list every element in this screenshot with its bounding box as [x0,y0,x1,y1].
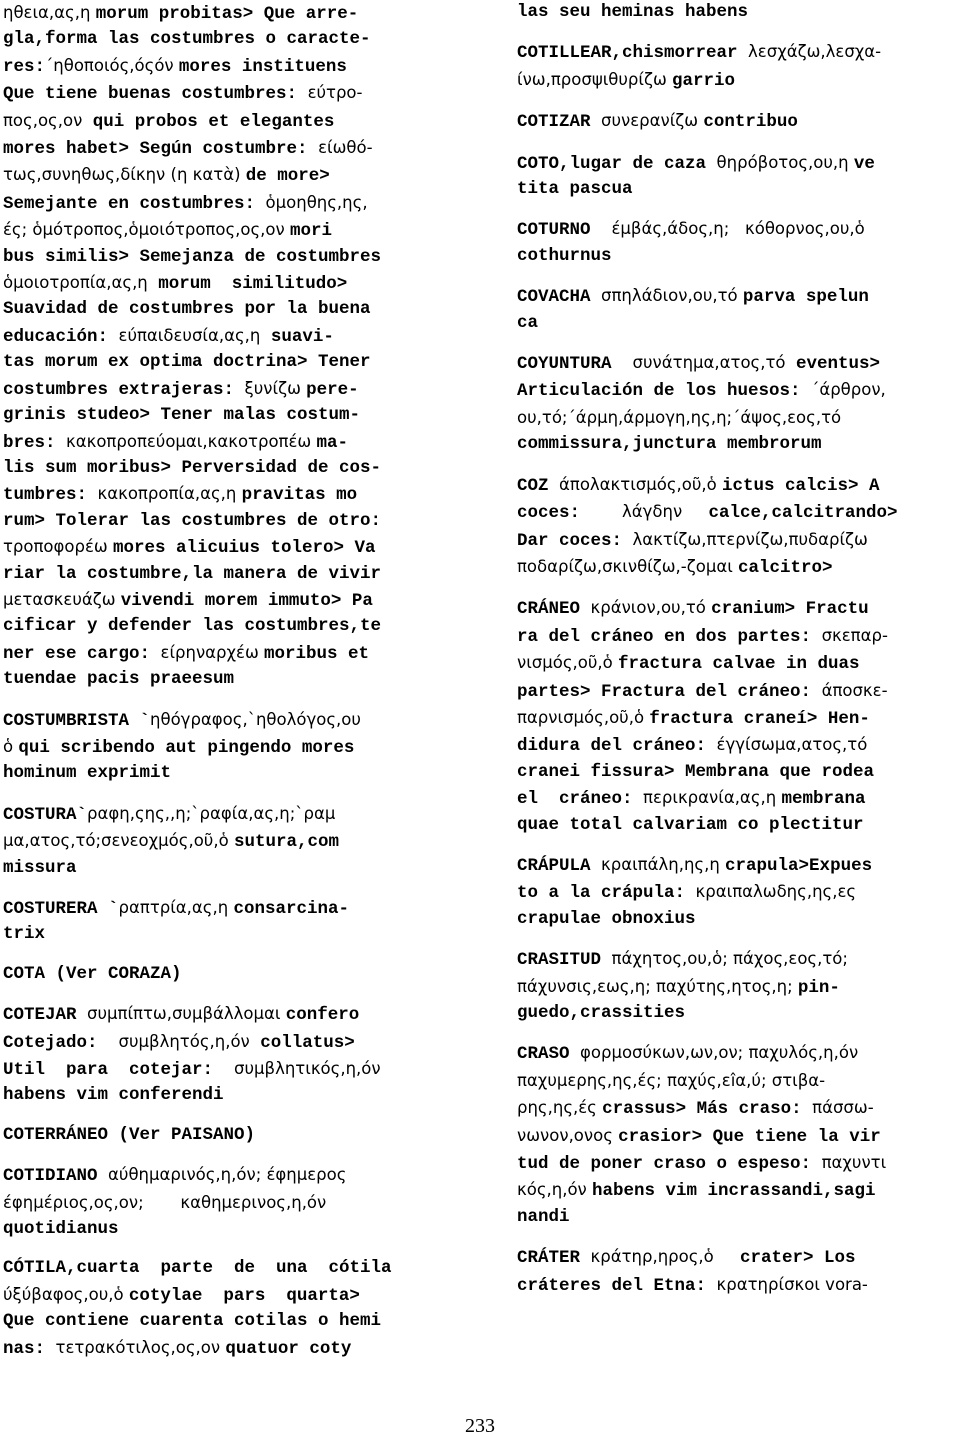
greek-text: έμβάς,άδος,η; κόθορνος,ου,ὁ [611,219,865,239]
entry-line [3,1217,448,1242]
entry-text: COSTURERA ` [3,899,119,919]
greek-text: άποσκε- [821,680,888,700]
entry-line [517,150,959,177]
dictionary-entry [517,472,959,582]
entry-line [517,1272,959,1299]
entry-line [517,311,959,336]
greek-text: φορμοσύκων,ων,ον; παχυλός,η,όν [580,1043,859,1063]
entry-text: crapula>Expues [725,855,873,876]
entry-text: missura [3,857,77,878]
entry-text: educación: [3,326,119,347]
entry-line [517,472,959,499]
entry-line [3,1083,448,1108]
entry-text: qui probos et elegantes [92,111,335,132]
greek-text: παχυμερης,ης,ές; παχύς,εîα,ύ; στιβα- [517,1070,826,1090]
entry-line [517,39,959,66]
entry-line [3,245,448,270]
entry-text: hominum exprimit [3,763,172,784]
dictionary-entry [3,1001,448,1109]
entry-text: mores habet> Según costumbre: [3,139,319,160]
greek-text: σπηλάδιον,ου,τό [601,286,743,306]
entry-text: cranei fissura> Membrana que rodea [517,761,875,782]
entry-text: pravitas mo [241,485,358,506]
entry-text: grinis studeo> Tener malas costum- [3,405,361,426]
entry-line [3,667,448,692]
entry-line [517,244,959,269]
entry-line [3,640,448,667]
entry-text: habens vim conferendi [3,1085,224,1106]
entry-text: pin- [797,977,840,998]
entry-line [3,190,448,217]
entry-line [517,177,959,202]
entry-text: sutura,com [233,832,339,853]
entry-line [3,481,448,508]
entry-line [517,907,959,932]
entry-text: quatuor coty [225,1338,352,1359]
dictionary-entry [517,39,959,94]
entry-line [3,1256,448,1281]
entry-text: COTURNO [517,220,612,241]
page-number: 233 [465,1415,495,1437]
greek-text: τως,συνηθως,δίκην (η κατὰ) [3,165,246,185]
entry-text: cothurnus [517,245,612,266]
greek-text: κράνιον,ου,τό [590,598,712,618]
greek-text: κός,η,όν [517,1180,593,1200]
entry-line [517,283,959,310]
entry-line [3,1056,448,1083]
entry-text: ma- [316,432,348,453]
entry-text: bres: [3,432,67,453]
entry-text: COTA (Ver CORAZA) [3,963,182,984]
entry-text: calce,calcitrando> [708,503,898,524]
entry-text: fractura craneí> Hen- [649,708,870,729]
entry-text: nas: [3,1338,56,1359]
dictionary-entry [517,595,959,838]
dictionary-entry [3,1162,448,1242]
entry-text: las seu heminas habens [517,2,749,22]
entry-text: COYUNTURA [517,354,633,375]
entry-text: fractura calvae in duas [618,654,860,675]
entry-text: tumbres: [3,485,98,506]
entry-line [517,1095,959,1122]
entry-text: suavi- [270,326,334,347]
entry-line [517,216,959,243]
entry-text: morum similitudo> [158,274,348,295]
greek-text: ὁμοηθης,ης, [265,192,368,212]
entry-line [3,922,448,947]
entry-line [3,828,448,855]
greek-text: άπολακτισμός,οῦ,ὁ [559,474,723,494]
entry-line [517,879,959,906]
entry-text: gla,forma las costumbres o caracte- [3,29,371,50]
entry-text: lis sum moribus> Perversidad de cos- [3,457,382,478]
greek-text: τετρακότιλος,ος,ον [55,1337,226,1357]
greek-text: ποδαρίζω,σκινθίζω,-ζομαι [517,556,739,576]
dictionary-entry [517,1040,959,1230]
entry-text: costumbres extrajeras: [3,379,245,400]
greek-text: ´άρθρον, [811,380,886,400]
dictionary-entry [3,1256,448,1362]
entry-line [3,534,448,561]
greek-text: εύτρο- [307,83,363,103]
entry-line [517,623,959,650]
entry-line [3,1162,448,1189]
entry-line [3,135,448,162]
entry-text: rum> Tolerar las costumbres de otro: [3,510,382,531]
entry-text: riar la costumbre,la manera de vivir [3,563,382,584]
entry-line [3,27,448,52]
entry-text: Articulación de los huesos: [517,381,812,402]
dictionary-entry [517,946,959,1026]
entry-line [517,1177,959,1204]
entry-text: res: [3,56,46,77]
entry-text: CÓTILA,cuarta parte de una cótila [3,1258,392,1279]
entry-text: crassus> Más craso: [602,1099,813,1120]
entry-line [3,162,448,189]
greek-text: ίνω,προσψιθυρίζω [517,69,673,89]
entry-line [3,614,448,639]
entry-text: vivendi morem immuto> Pa [120,590,373,611]
entry-text: COTERRÁNEO (Ver PAISANO) [3,1124,256,1145]
entry-line [517,760,959,785]
greek-text: ´ηθοποιός,όςόν [45,55,179,75]
entry-line [517,1205,959,1230]
entry-line [3,895,448,922]
entry-text: confero [285,1005,360,1026]
entry-text: qui scribendo aut pingendo mores [18,737,355,758]
entry-text: cranium> Fractu [711,599,869,620]
greek-text: συνερανίζω [601,111,704,131]
entry-text: quotidianus [3,1219,119,1240]
entry-line [3,456,448,481]
entry-line [517,974,959,1001]
greek-text: περικρανία,ας,η [643,788,782,808]
entry-line [3,1309,448,1334]
entry-text: pere- [306,379,359,400]
greek-text: ές; ὁμότροπος,ὁμοιότροπος,ος,ον [3,220,290,240]
entry-line [3,801,448,828]
entry-line [3,1335,448,1362]
entry-text: el cráneo: [517,789,644,810]
entry-line [3,53,448,80]
entry-text: partes> Fractura del cráneo: [517,681,822,702]
entry-text: nandi [517,1206,570,1227]
entry-line [517,108,959,135]
dictionary-entry [517,216,959,269]
greek-text: είωθό- [318,138,373,158]
entry-line [3,376,448,403]
dictionary-entry [3,0,448,693]
entry-text: CRÁTER [517,1248,591,1269]
entry-text: Suavidad de costumbres por la buena [3,299,371,320]
entry-line [3,108,448,135]
dictionary-entry [517,350,959,458]
entry-line [3,761,448,786]
greek-text: σκεπαρ- [821,625,888,645]
entry-text: COSTURA` [3,804,88,825]
entry-line [517,785,959,812]
entry-line [517,732,959,759]
greek-text: ὁ [3,736,19,756]
dictionary-entry [3,895,448,948]
entry-line [3,856,448,881]
entry-text: crapulae obnoxius [517,908,696,929]
entry-text: crater> Los [739,1248,856,1269]
greek-text: ραπτρία,ας,η [118,898,234,917]
greek-text: συνάτημα,ατος,τό [632,353,796,373]
entry-text: garrio [672,70,736,91]
entry-text: ra del cráneo en dos partes: [517,626,822,647]
entry-text: tita pascua [517,179,633,200]
entry-text: COTIZAR [517,112,602,133]
entry-line [517,554,959,581]
entry-line [517,595,959,622]
dictionary-entry [3,962,448,987]
entry-text: de more> [245,166,330,187]
entry-text: COTILLEAR,chismorrear [517,43,749,64]
entry-line [517,1244,959,1271]
entry-text: Util para cotejar: [3,1060,235,1081]
greek-text: έφημέριος,ος,ον; καθημερινος,η,όν [3,1192,327,1212]
greek-text: ηθεια,ας,η [3,3,96,22]
entry-text: Semejante en costumbres: [3,193,266,214]
greek-text: συμπίπτω,συμβάλλομαι [87,1004,286,1024]
entry-text: Dar coces: [517,530,633,551]
greek-text: λεσχάζω,λεσχα- [748,42,882,62]
entry-line [3,1190,448,1217]
entry-line [3,350,448,375]
entry-line [517,852,959,879]
entry-text: bus similis> Semejanza de costumbres [3,246,382,267]
entry-line [3,270,448,297]
greek-text: παρνισμός,οῦ,ὁ [517,707,650,727]
greek-text: κακοπροπία,ας,η [97,484,242,504]
greek-text: κραιπάλη,ης,η [601,854,726,874]
greek-text: θηρόβοτος,ου,η [716,152,854,172]
greek-text: ύξύβαφος,ου,ὁ [3,1284,129,1304]
entry-line [517,1123,959,1150]
entry-text: cificar y defender las costumbres,te [3,616,382,637]
entry-text: tas morum ex optima doctrina> Tener [3,352,371,373]
entry-text: ictus calcis> A [722,475,880,496]
entry-line [3,509,448,534]
entry-text: ca [517,312,539,333]
entry-line [3,80,448,107]
greek-text: λακτίζω,πτερνίζω,πυδαρίζω [632,529,868,549]
entry-line [517,1001,959,1026]
greek-text: νισμός,οῦ,ὁ [517,653,619,673]
entry-line [3,587,448,614]
greek-text: μετασκευάζω [3,589,121,609]
greek-text: ξυνίζω [244,378,307,398]
greek-text: συμβλητός,η,όν [118,1031,261,1051]
entry-text: collatus> [260,1032,355,1053]
entry-text: COSTUMBRISTA ` [3,710,151,731]
entry-text: mores alicuius tolero> Va [112,538,376,559]
entry-line [517,0,959,25]
greek-text: πάχυνσις,εως,η; παχύτης,ητος,η; [517,976,798,996]
entry-line [517,1068,959,1095]
left-column [3,0,448,1376]
greek-text: λάγδην [622,502,709,522]
right-column [517,0,959,1313]
dictionary-entry [517,852,959,932]
entry-text: eventus> [796,354,881,375]
entry-line [3,217,448,244]
greek-text: ου,τό;´άρμη,άρμογη,ης,η;´άψος,εος,τό [517,407,842,427]
greek-text: πάχητος,ου,ὁ; πάχος,εος,τό; [611,949,848,969]
greek-text: εύπαιδευσία,ας,η [118,325,271,345]
entry-line [517,377,959,404]
entry-text: consarcina- [233,899,349,919]
entry-line [517,350,959,377]
dictionary-entry [517,0,959,25]
entry-line [3,707,448,734]
entry-line [517,67,959,94]
dictionary-entry [3,1123,448,1148]
dictionary-entry [517,108,959,135]
greek-text: κραιπαλωδης,ης,ες [695,882,857,902]
entry-text: COTEJAR [3,1005,88,1026]
entry-text: tuendae pacis praeesum [3,669,235,690]
entry-line [3,297,448,322]
entry-text: membrana [781,789,866,810]
entry-text: Que contiene cuarenta cotilas o hemi [3,1311,382,1332]
dictionary-entry [517,1244,959,1299]
dictionary-entry [517,150,959,203]
entry-text: commissura,junctura membrorum [517,434,822,455]
entry-line [517,1040,959,1067]
entry-line [517,650,959,677]
entry-line [517,499,959,526]
entry-text: CRÁPULA [517,855,602,876]
entry-text: COZ [517,475,560,496]
greek-text: μα,ατος,τό;σενεοχμός,οῦ,ὁ [3,831,234,851]
entry-line [3,734,448,761]
greek-text: τροποφορέω [3,537,113,557]
entry-text: COVACHA [517,287,602,308]
entry-line [3,562,448,587]
entry-line [3,1123,448,1148]
greek-text: πος,ος,ον [3,110,93,130]
entry-line [517,405,959,432]
greek-text: κράτηρ,ηρος,ὁ [590,1247,740,1267]
entry-line [517,432,959,457]
entry-text: coces: [517,503,623,524]
entry-line [3,1282,448,1309]
entry-line [517,946,959,973]
entry-line [3,962,448,987]
greek-text: αύθημαρινός,η,όν; έφημερος [108,1165,347,1185]
entry-text: ve [853,153,875,174]
greek-text: παχυντι [821,1153,887,1173]
entry-text: crasior> Que tiene la vir [618,1126,881,1147]
entry-text: ner ese cargo: [3,643,161,664]
entry-line [3,323,448,350]
greek-text: είρηναρχέω [160,642,265,662]
entry-line [517,1150,959,1177]
entry-text: mori [289,221,332,242]
greek-text: συμβλητικός,η,όν [234,1059,381,1079]
entry-line [517,813,959,838]
entry-text: cotylae pars quarta> [128,1285,360,1306]
greek-text: ὁμοιοτροπία,ας,η [3,273,159,293]
entry-text: to a la crápula: [517,883,696,904]
entry-text: trix [3,924,46,945]
entry-line [517,678,959,705]
greek-text: κακοπροπεύομαι,κακοτροπέω [66,431,317,451]
dictionary-entry [3,801,448,881]
entry-text: CRASITUD [517,950,612,971]
entry-text: didura del cráneo: [517,736,717,757]
entry-text: COTO,lugar de caza [517,153,717,174]
entry-text: cráteres del Etna: [517,1275,717,1296]
greek-text: πάσσω- [812,1098,874,1118]
entry-text: habens vim incrassandi,sagi [592,1181,876,1202]
greek-text: ηθόγραφος,`ηθολόγος,ου [150,709,361,729]
entry-text: moribus et [264,643,370,664]
dictionary-entry [517,283,959,336]
dictionary-entry [3,707,448,787]
entry-text: CRÁNEO [517,599,591,620]
greek-text: νωνον,ονος [517,1125,619,1145]
greek-text: κρατηρίσκοι vora- [716,1274,868,1294]
entry-text: CRASO [517,1044,581,1065]
entry-text: morum probitas> Que arre- [95,4,359,24]
entry-text: mores instituens [178,56,347,77]
greek-text: έγγίσωμα,ατος,τό [716,735,868,755]
entry-line [3,0,448,27]
entry-line [517,705,959,732]
entry-text: parva spelun [742,287,869,308]
entry-text: COTIDIANO [3,1166,109,1187]
entry-line [3,429,448,456]
entry-line [3,403,448,428]
entry-text: guedo,crassities [517,1003,686,1023]
entry-text: tud de poner craso o espeso: [517,1154,822,1175]
entry-text: calcitro> [738,557,833,578]
entry-text: contribuo [703,112,798,133]
entry-line [517,527,959,554]
entry-text: Que tiene buenas costumbres: [3,84,308,105]
entry-text: quae total calvariam co plectitur [517,814,864,835]
greek-text: ρης,ης,ές [517,1098,603,1118]
entry-line [3,1029,448,1056]
entry-line [3,1001,448,1028]
greek-text: ραφη,ςης,,η;`ραφία,ας,η;`ραμ [87,803,336,823]
entry-text: Cotejado: [3,1032,119,1053]
